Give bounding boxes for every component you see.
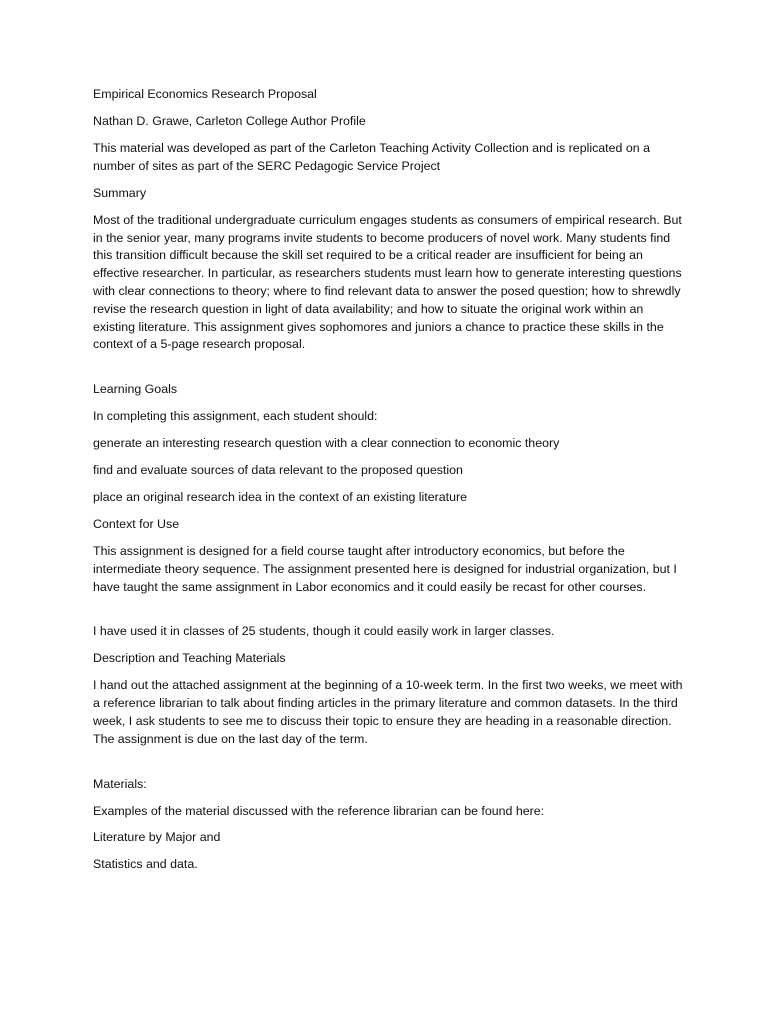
materials-paragraph: Examples of the material discussed with the reference librarian can be found here:	[93, 803, 545, 818]
spacer	[93, 363, 688, 381]
materials-link-literature[interactable]: Literature by Major and	[93, 830, 221, 845]
learning-goal-item: find and evaluate sources of data relevant to the proposed question	[93, 463, 463, 478]
class-size-paragraph: I have used it in classes of 25 students, though it could easily work in larger classes.	[93, 624, 555, 639]
materials-heading: Materials:	[93, 776, 147, 791]
description-paragraph: I hand out the attached assignment at the beginning of a 10-week term. In the first two weeks, we meet with a reference librarian to talk about finding articles in the primary literature and common datasets. In the third week, I ask students to see me to discuss their topic to ensure they are heading in a reasonable direction. The assignment is due on the last day of the term.	[93, 678, 683, 746]
learning-goals-heading: Learning Goals	[93, 382, 178, 397]
intro-paragraph: This material was developed as part of the Carleton Teaching Activity Collection and is replicated on a number of sites as part of the SERC Pedagogic Service Project	[93, 140, 650, 173]
learning-goals-intro: In completing this assignment, each student should:	[93, 409, 378, 424]
context-heading: Context for Use	[93, 517, 180, 532]
summary-paragraph: Most of the traditional undergraduate curriculum engages students as consumers of empirical research. But in the senior year, many programs invite students to become producers of novel work. Many students find this transition difficult because the skill set required to be a critical reader are insufficient for being an effective researcher. In particular, as researchers students must learn how to generate interesting questions with clear connections to theory; where to find relevant data to answer the posed question; how to shrewdly revise the research question in light of data availability; and how to situate the original work within an existing literature. This assignment gives sophomores and juniors a chance to practice these skills in the context of a 5-page research proposal.	[93, 212, 682, 352]
spacer	[93, 758, 688, 776]
summary-heading: Summary	[93, 185, 147, 200]
spacer	[93, 606, 688, 624]
materials-link-statistics[interactable]: Statistics and data.	[93, 857, 198, 872]
document-title: Empirical Economics Research Proposal	[93, 87, 317, 101]
author-line: Nathan D. Grawe, Carleton College Author Profile	[93, 113, 366, 128]
context-paragraph: This assignment is designed for a field course taught after introductory economics, but before the intermediate theory sequence. The assignment presented here is designed for industrial organization, but I have taught the same assignment in Labor economics and it could easily be recast for other courses.	[93, 544, 677, 594]
learning-goal-item: generate an interesting research question with a clear connection to economic theory	[93, 436, 560, 451]
description-heading: Description and Teaching Materials	[93, 651, 286, 666]
learning-goal-item: place an original research idea in the context of an existing literature	[93, 490, 468, 505]
document-body	[93, 86, 688, 883]
